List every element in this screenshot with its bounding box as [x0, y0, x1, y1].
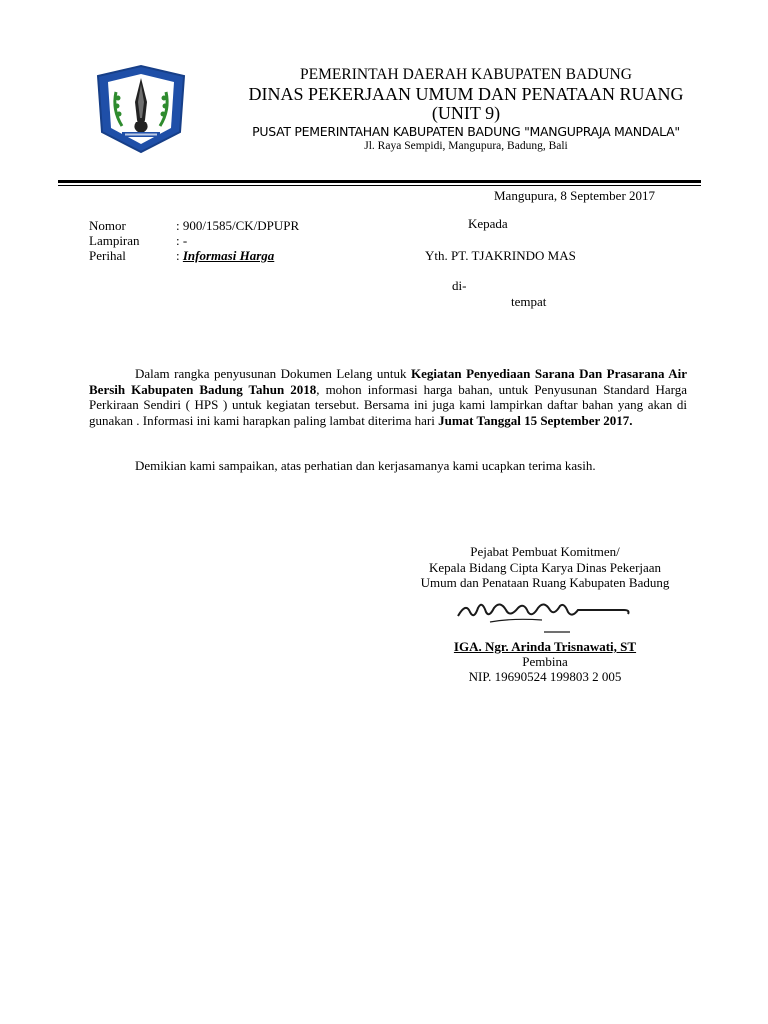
- recipient-name: Yth. PT. TJAKRINDO MAS: [425, 248, 576, 263]
- signatory-rank: Pembina: [522, 654, 568, 669]
- body-activity: Kegiatan Penyediaan Sarana Dan Prasarana Air Bersih Kabupaten Badung Tahun 2018: [89, 366, 687, 397]
- nomor-label: Nomor: [89, 218, 126, 233]
- body-paragraph-2: Demikian kami sampaikan, atas perhatian dan kerjasamanya kami ucapkan terima kasih.: [135, 458, 596, 473]
- letterhead-department: DINAS PEKERJAAN UMUM DAN PENATAAN RUANG: [248, 84, 684, 104]
- letter-closing: [89, 458, 687, 474]
- handwritten-signature: [452, 592, 642, 638]
- letterhead-divider-thick: [58, 180, 701, 183]
- recipient-di: di-: [452, 278, 467, 293]
- nomor-value: : 900/1585/CK/DPUPR: [176, 218, 300, 233]
- badung-emblem-logo: [92, 62, 190, 156]
- letterhead-divider-thin: [58, 185, 701, 186]
- badung-emblem-icon: [92, 62, 190, 156]
- signatory-nip: NIP. 19690524 199803 2 005: [468, 669, 622, 684]
- letterhead-unit: (UNIT 9): [431, 103, 501, 123]
- signature-title-3: Umum dan Penataan Ruang Kabupaten Badung: [420, 575, 670, 590]
- signatory-name: IGA. Ngr. Arinda Trisnawati, ST: [453, 639, 637, 654]
- perihal-value: Informasi Harga: [182, 248, 275, 263]
- body-paragraph-1: [89, 366, 687, 428]
- letter-date: Mangupura, 8 September 2017: [494, 188, 656, 203]
- perihal-label: Perihal: [89, 248, 126, 263]
- letter-body: [89, 366, 687, 428]
- lampiran-value: : -: [176, 233, 188, 248]
- signature-title-1: Pejabat Pembuat Komitmen/: [470, 544, 620, 559]
- signatory-name-row: [400, 639, 690, 655]
- perihal-colon: :: [176, 248, 183, 263]
- letterhead-address: Jl. Raya Sempidi, Mangupura, Badung, Bali: [364, 140, 568, 152]
- signature-title-2: Kepala Bidang Cipta Karya Dinas Pekerjaan: [428, 560, 662, 575]
- letterhead-government: PEMERINTAH DAERAH KABUPATEN BADUNG: [300, 66, 632, 83]
- body-deadline: Jumat Tanggal 15 September 2017.: [438, 412, 633, 428]
- recipient-tempat: tempat: [511, 294, 547, 309]
- perihal-row: [176, 248, 274, 264]
- lampiran-label: Lampiran: [89, 233, 140, 248]
- body-text: , mohon informasi harga bahan, untuk Penyusunan Standard Harga Perkiraan Sendiri ( HPS ) untuk kegiatan tersebut. Bersama ini juga kami lampirkan daftar bahan yang akan di gunakan . Informasi ini kami harapkan paling lambat diterima hari: [89, 381, 687, 428]
- recipient-kepada: Kepada: [468, 216, 508, 231]
- body-text: Dalam rangka penyusunan Dokumen Lelang untuk: [135, 366, 412, 381]
- letterhead-center: PUSAT PEMERINTAHAN KABUPATEN BADUNG "MANGUPRAJA MANDALA": [252, 124, 680, 139]
